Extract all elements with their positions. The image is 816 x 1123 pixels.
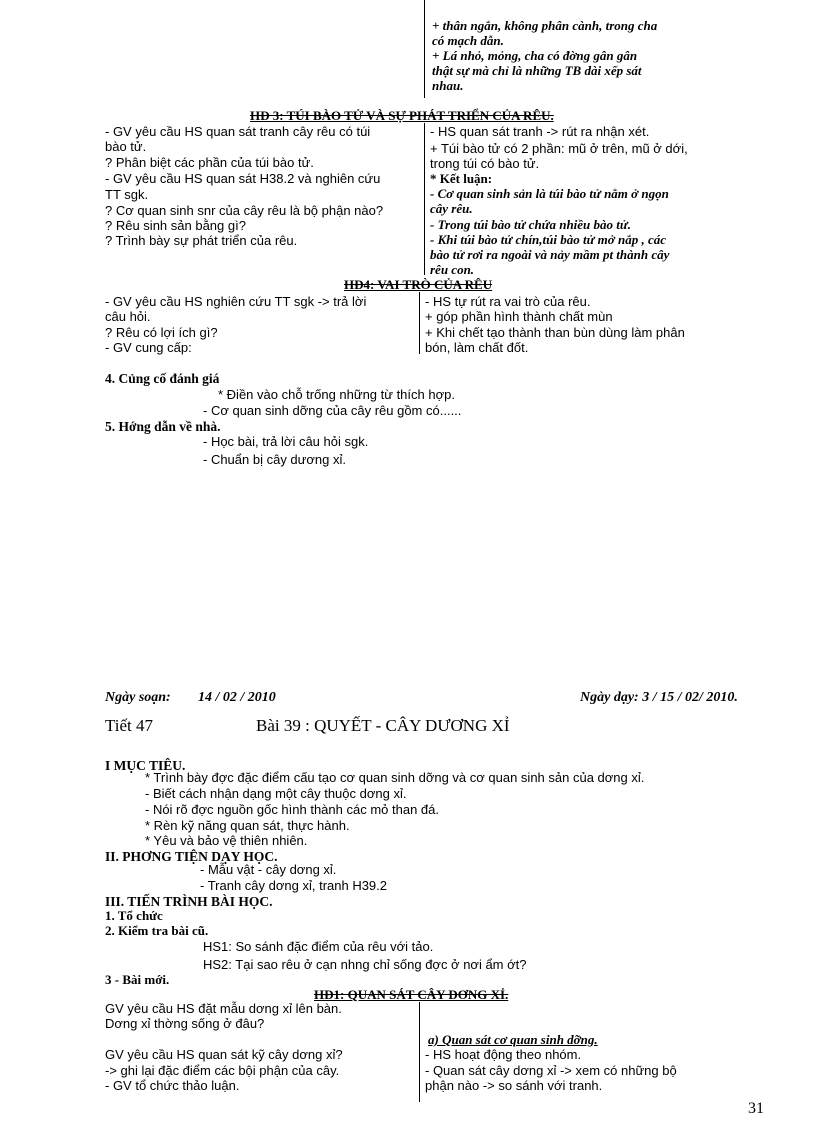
hd1-right-line: phận nào -> so sánh với tranh. <box>425 1078 603 1093</box>
hd3-left-line: ? Phân biệt các phần của túi bào tử. <box>105 155 314 170</box>
hd3-conclusion-line: cây rêu. <box>430 201 473 216</box>
hd3-right-line: trong túi có bào tử. <box>430 156 540 171</box>
hd1-left-line: GV yêu cầu HS quan sát kỹ cây dơng xỉ? <box>105 1047 343 1062</box>
cungco-item: * Điền vào chỗ trống những từ thích hợp. <box>218 387 455 402</box>
tientrinh-step-3: 3 - Bài mới. <box>105 972 170 987</box>
phuongtien-item: - Tranh cây dơng xỉ, tranh H39.2 <box>200 878 388 893</box>
muctieu-item: * Trình bày đợc đặc điểm cấu tạo cơ quan sinh dỡng và cơ quan sinh sản của dơng xỉ. <box>145 770 645 785</box>
tientrinh-title: III. TIẾN TRÌNH BÀI HỌC. <box>105 894 273 909</box>
muctieu-item: * Rèn kỹ năng quan sát, thực hành. <box>145 818 350 833</box>
top-column-divider <box>424 0 425 98</box>
hd4-right-line: bón, làm chất đốt. <box>425 340 529 355</box>
tientrinh-step-2: 2. Kiểm tra bài cũ. <box>105 923 209 938</box>
hd3-title: HĐ 3: TÚI BÀO TỬ VÀ SỰ PHÁT TRIỂN CỦA RÊU. <box>250 108 554 123</box>
hd4-title: HĐ4: VAI TRÒ CỦA RÊU <box>344 277 493 292</box>
hd3-left-line: bào tử. <box>105 139 147 154</box>
muctieu-item: * Yêu và bảo vệ thiên nhiên. <box>145 833 308 848</box>
note-line: nhau. <box>432 78 464 93</box>
hd1-title: HĐ1: QUAN SÁT CÂY DƠNG XỈ. <box>314 987 509 1002</box>
hd3-right-line: - HS quan sát tranh -> rút ra nhận xét. <box>430 124 650 139</box>
note-line: thật sự mà chỉ là những TB dài xếp sát <box>432 63 642 78</box>
kiemtra-hs2: HS2: Tại sao rêu ở cạn nhng chỉ sống đợc ở nơi ẩm ớt? <box>203 957 527 972</box>
note-line: + thân ngắn, không phân cành, trong cha <box>432 18 658 33</box>
muctieu-item: - Nói rõ đợc nguồn gốc hình thành các mỏ than đá. <box>145 802 439 817</box>
hd3-left-line: ? Cơ quan sinh snr của cây rêu là bộ phận nào? <box>105 203 384 218</box>
ngay-soan-value: 14 / 02 / 2010 <box>198 690 276 705</box>
hd1-column-divider <box>419 1002 420 1102</box>
ngay-soan-label: Ngày soạn: <box>105 690 171 705</box>
tientrinh-step-1: 1. Tổ chức <box>105 908 163 923</box>
hd4-left-line: - GV cung cấp: <box>105 340 192 355</box>
hd3-left-line: - GV yêu cầu HS quan sát tranh cây rêu có túi <box>105 124 371 139</box>
hd4-left-line: - GV yêu cầu HS nghiên cứu TT sgk -> trả lời <box>105 294 367 309</box>
hdvn-item: - Học bài, trả lời câu hỏi sgk. <box>203 434 369 449</box>
lesson-title: Bài 39 : QUYẾT - CÂY DƯƠNG XỈ <box>256 716 510 735</box>
hdvn-item: - Chuẩn bị cây dương xỉ. <box>203 452 346 467</box>
hd4-left-line: câu hỏi. <box>105 309 151 324</box>
cungco-item: - Cơ quan sinh dỡng của cây rêu gồm có...... <box>203 403 462 418</box>
hd1-right-heading: a) Quan sát cơ quan sinh dỡng. <box>428 1032 598 1047</box>
kiemtra-hs1: HS1: So sánh đặc điểm của rêu với tảo. <box>203 939 434 954</box>
muctieu-title: I MỤC TIÊU. <box>105 758 186 773</box>
hd4-right-line: + Khi chết tạo thành than bùn dùng làm phân <box>425 325 685 340</box>
tiet-number: Tiết 47 <box>105 716 154 735</box>
hd1-right-line: - HS hoạt động theo nhóm. <box>425 1047 582 1062</box>
hd1-left-line: -> ghi lại đặc điểm các bội phận của cây. <box>105 1063 340 1078</box>
hd3-column-divider <box>424 123 425 275</box>
hd3-right-line: + Túi bào tử có 2 phần: mũ ở trên, mũ ở dới, <box>430 141 688 156</box>
cungco-title: 4. Củng cố đánh giá <box>105 371 220 386</box>
hd3-conclusion-label: * Kết luận: <box>430 171 493 186</box>
note-line: + Lá nhỏ, mỏng, cha có đờng gân gân <box>432 48 638 63</box>
hd4-column-divider <box>419 292 420 354</box>
hd3-conclusion-line: - Khi túi bào tử chín,túi bào tử mở nắp , các <box>430 232 666 247</box>
hd3-left-line: TT sgk. <box>105 187 149 202</box>
hd3-conclusion-line: rêu con. <box>430 262 475 277</box>
hd3-conclusion-line: - Cơ quan sinh sản là túi bào tử nằm ở ngọn <box>430 186 669 201</box>
hd3-left-line: - GV yêu cầu HS quan sát H38.2 và nghiên cứu <box>105 171 381 186</box>
phuongtien-title: II. PHƠNG TIỆN DẠY HỌC. <box>105 849 278 864</box>
hd3-conclusion-line: - Trong túi bào tử chứa nhiều bào tử. <box>430 217 631 232</box>
hdvn-title: 5. Hớng dẫn về nhà. <box>105 419 221 434</box>
hd1-right-line: - Quan sát cây dơng xỉ -> xem có những bộ <box>425 1063 677 1078</box>
hd3-left-line: ? Rêu sinh sản bằng gì? <box>105 218 246 233</box>
hd3-left-line: ? Trình bày sự phát triển của rêu. <box>105 233 298 248</box>
hd1-left-line: Dơng xỉ thờng sống ở đâu? <box>105 1016 265 1031</box>
muctieu-item: - Biết cách nhận dạng một cây thuộc dơng xỉ. <box>145 786 407 801</box>
hd1-left-line: GV yêu cầu HS đặt mẫu dơng xỉ lên bàn. <box>105 1001 342 1016</box>
hd1-left-line: - GV tổ chức thảo luận. <box>105 1078 240 1093</box>
page-number: 31 <box>748 1100 764 1117</box>
ngay-day: Ngày dạy: 3 / 15 / 02/ 2010. <box>580 690 738 705</box>
note-line: có mạch dẫn. <box>432 33 504 48</box>
phuongtien-item: - Mẫu vật - cây dơng xỉ. <box>200 862 337 877</box>
hd4-right-line: + góp phần hình thành chất mùn <box>425 309 613 324</box>
hd4-left-line: ? Rêu có lợi ích gì? <box>105 325 218 340</box>
hd4-right-line: - HS tự rút ra vai trò của rêu. <box>425 294 591 309</box>
hd3-conclusion-line: bào tử rơi ra ngoài và nảy mầm pt thành cây <box>430 247 670 262</box>
